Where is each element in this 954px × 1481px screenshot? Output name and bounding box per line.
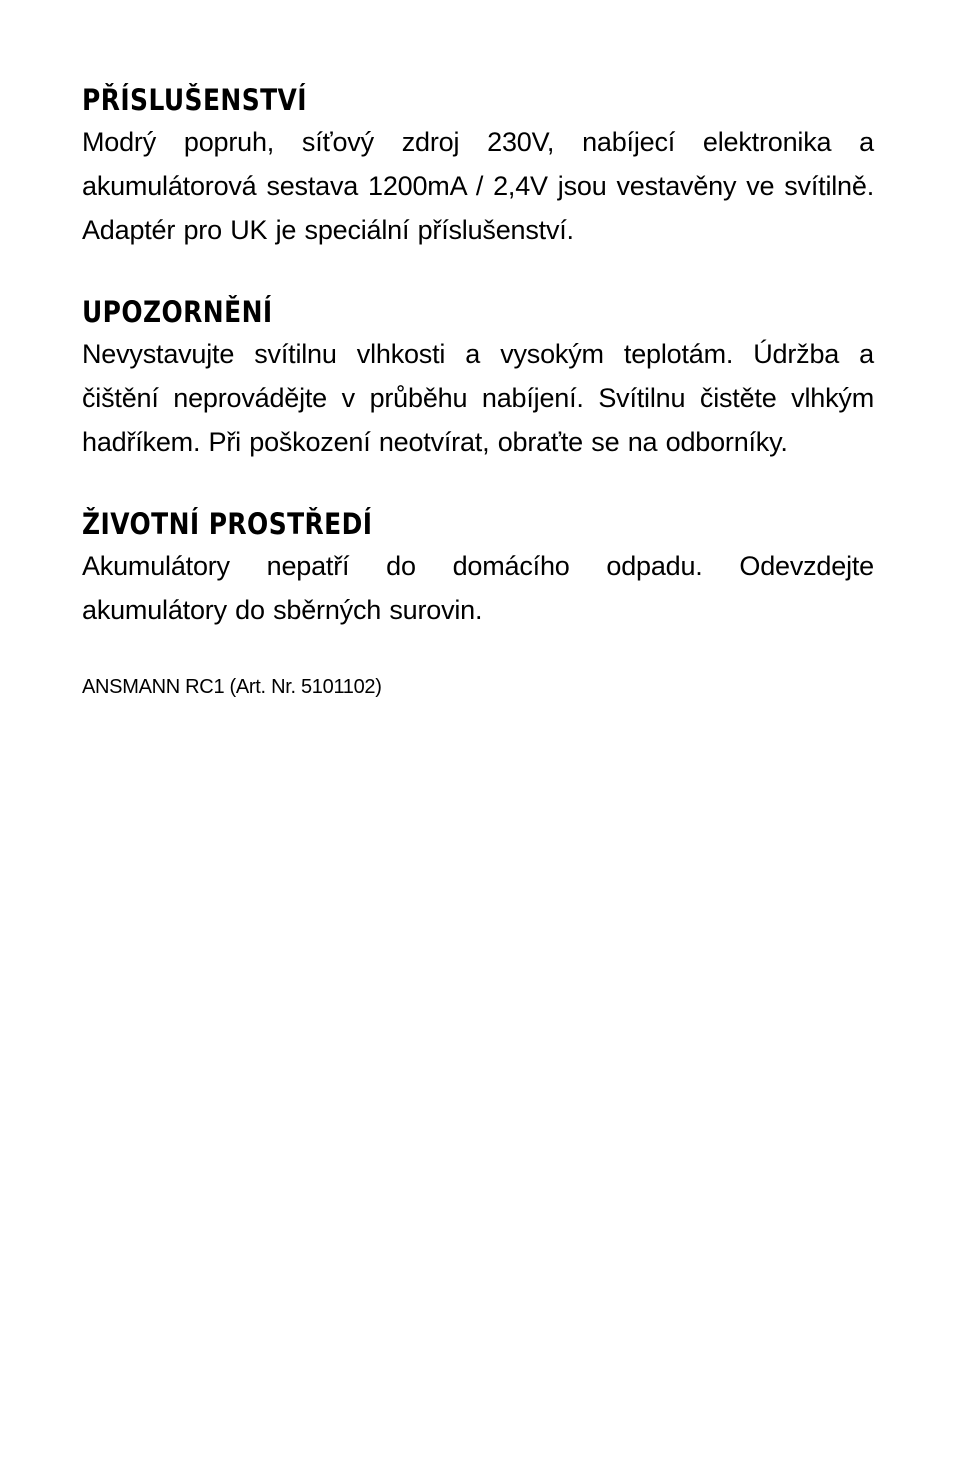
section-heading: PŘÍSLUŠENSTVÍ — [82, 83, 307, 117]
section-body: Nevystavujte svítilnu vlhkosti a vysokým teplotám. Údržba a čištění neprovádějte v průběhu nabíjení. Svítilnu čistěte vlhkým hadříkem. Při poškození neotvírat, obraťte se na odborníky. — [82, 339, 874, 457]
document-page — [82, 80, 874, 702]
section-environment — [82, 504, 874, 632]
product-reference: ANSMANN RC1 (Art. Nr. 5101102) — [82, 676, 382, 698]
section-warning — [82, 292, 874, 464]
section-body: Akumulátory nepatří do domácího odpadu. Odevzdejte akumulátory do sběrných surovin. — [82, 551, 874, 625]
section-accessories — [82, 80, 874, 252]
section-body: Modrý popruh, síťový zdroj 230V, nabíjecí elektronika a akumulátorová sestava 1200mA / 2,4V jsou vestavěny ve svítilně. Adaptér pro UK je speciální příslušenství. — [82, 127, 874, 245]
section-heading: ŽIVOTNÍ PROSTŘEDÍ — [82, 507, 373, 541]
section-heading: UPOZORNĚNÍ — [82, 295, 273, 329]
